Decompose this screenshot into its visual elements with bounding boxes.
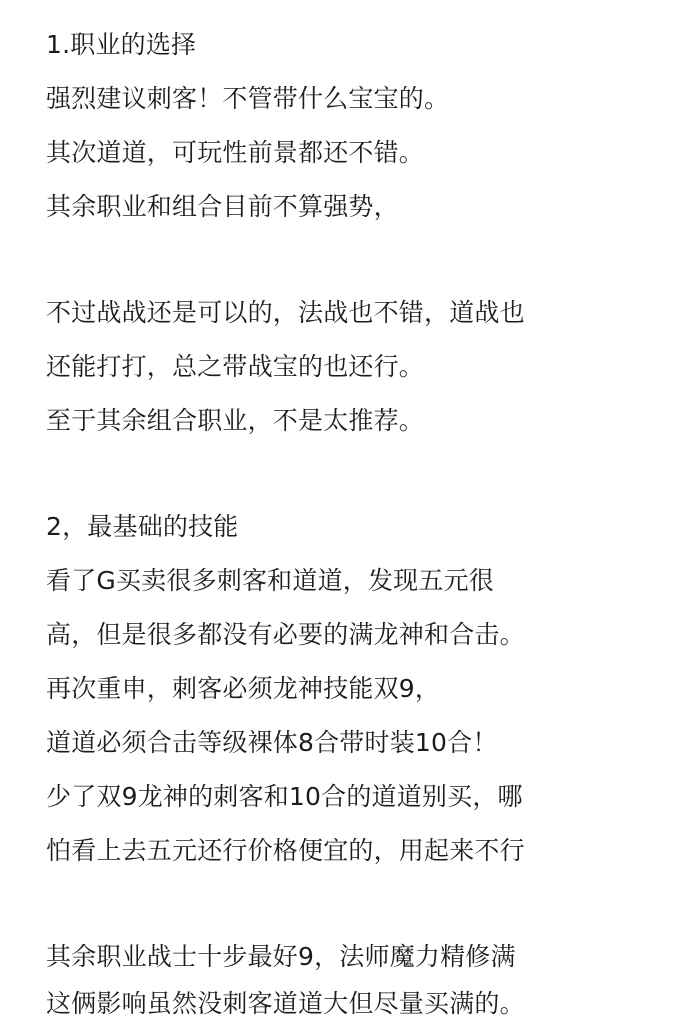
- text-line: 怕看上去五元还行价格便宜的，用起来不行: [46, 836, 525, 865]
- text-line: 再次重申，刺客必须龙神技能双9，: [46, 674, 441, 703]
- text-line: 看了G买卖很多刺客和道道，发现五元很: [46, 566, 494, 595]
- text-line: 高，但是很多都没有必要的满龙神和合击。: [46, 620, 525, 649]
- text-line: 其余职业和组合目前不算强势，: [46, 192, 399, 221]
- text-line: 道道必须合击等级裸体8合带时装10合！: [46, 728, 498, 757]
- text-line: 其次道道，可玩性前景都还不错。: [46, 138, 425, 167]
- text-line: 这俩影响虽然没刺客道道大但尽量买满的。: [46, 989, 525, 1018]
- section-heading-2: 2，最基础的技能: [46, 512, 239, 541]
- text-line: 少了双9龙神的刺客和10合的道道别买，哪: [46, 782, 523, 811]
- text-line: 强烈建议刺客！不管带什么宝宝的。: [46, 84, 450, 113]
- text-line: 还能打打，总之带战宝的也还行。: [46, 352, 425, 381]
- text-line: 至于其余组合职业，不是太推荐。: [46, 406, 425, 435]
- text-line: 其余职业战士十步最好9，法师魔力精修满: [46, 942, 516, 971]
- text-line: 不过战战还是可以的，法战也不错，道战也: [46, 298, 525, 327]
- section-heading-1: 1.职业的选择: [46, 30, 197, 59]
